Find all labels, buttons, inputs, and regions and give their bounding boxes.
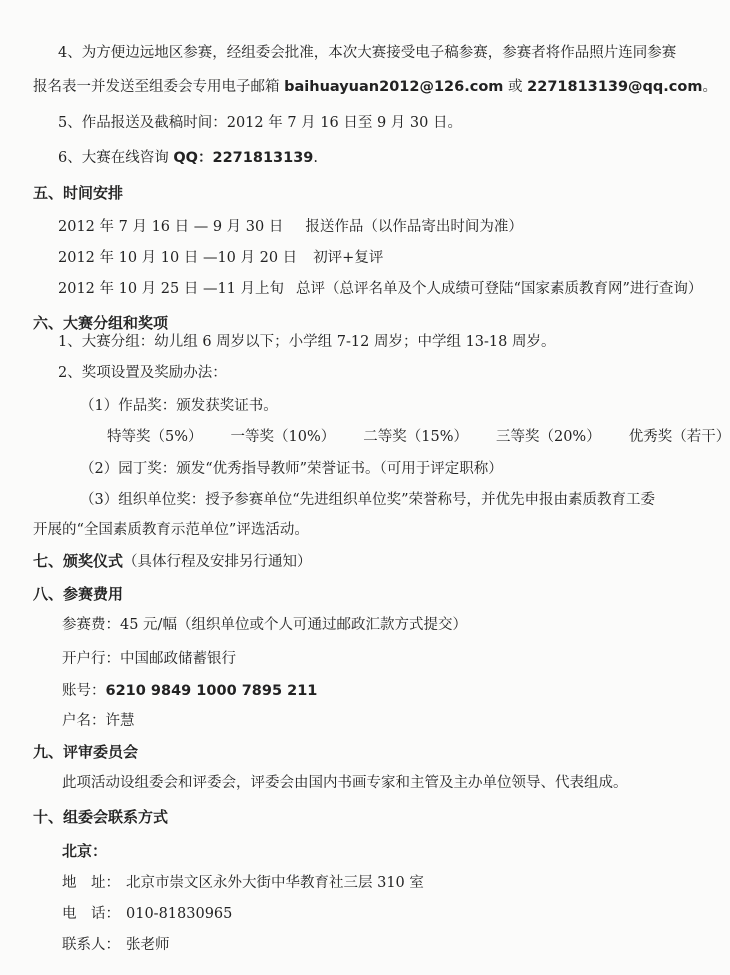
awards-setup: 2、奖项设置及奖励办法：	[58, 365, 227, 381]
schedule-row-2	[58, 249, 383, 267]
address-label: 地 址：	[62, 875, 120, 891]
item5-deadline: 5、作品报送及截稿时间：2012 年 7 月 16 日至 9 月 30 日。	[58, 115, 462, 131]
jury-text: 此项活动设组委会和评委会，评委会由国内书画专家和主管及主办单位领导、代表组成。	[62, 775, 628, 791]
award-level: 特等奖（5%）	[107, 429, 203, 445]
email-126: baihuayuan2012@126.com	[284, 79, 504, 95]
award-level: 三等奖（20%）	[495, 429, 601, 445]
contact-phone-row	[62, 905, 232, 923]
section-ceremony	[33, 552, 312, 571]
award-level: 一等奖（10%）	[230, 429, 336, 445]
awards-gardener: （2）园丁奖：颁发“优秀指导教师”荣誉证书。（可用于评定职称）	[80, 461, 503, 477]
fees-amount: 参赛费：45 元/幅（组织单位或个人可通过邮政汇款方式提交）	[62, 617, 467, 633]
schedule-row-1	[58, 218, 523, 236]
contact-person-row	[62, 936, 170, 954]
awards-org-line1: （3）组织单位奖：授予参赛单位“先进组织单位奖”荣誉称号，并优先申报由素质教育工委	[80, 492, 656, 508]
item4-line2	[33, 78, 717, 96]
schedule-date: 2012 年 10 月 25 日 —11 月上旬	[58, 281, 285, 297]
awards-groups: 1、大赛分组：幼儿组 6 周岁以下；小学组 7-12 周岁；中学组 13-18 周岁。	[58, 334, 556, 350]
award-level: 优秀奖（若干）	[628, 429, 730, 445]
phone-value: 010-81830965	[126, 906, 233, 922]
person-value: 张老师	[126, 937, 170, 953]
item6-end: .	[313, 150, 318, 166]
schedule-desc: 总评（总评名单及个人成绩可登陆“国家素质教育网”进行查询）	[296, 281, 703, 297]
schedule-desc: 初评+复评	[313, 250, 384, 266]
fees-bank: 开户行：中国邮政储蓄银行	[62, 651, 236, 667]
item6-qq: QQ：2271813139	[173, 150, 314, 166]
section-contact-heading: 十、组委会联系方式	[33, 808, 169, 826]
item6-line	[58, 149, 318, 167]
section-ceremony-heading: 七、颁奖仪式	[33, 552, 124, 570]
person-label: 联系人：	[62, 937, 120, 953]
or-text: 或	[508, 79, 523, 95]
item4-prefix: 报名表一并发送至组委会专用电子邮箱	[33, 79, 280, 95]
schedule-row-3	[58, 280, 702, 298]
section-jury-heading: 九、评审委员会	[33, 743, 139, 761]
schedule-date: 2012 年 7 月 16 日 — 9 月 30 日	[58, 219, 284, 235]
account-number: 6210 9849 1000 7895 211	[105, 683, 318, 699]
awards-works: （1）作品奖：颁发获奖证书。	[80, 398, 278, 414]
fees-holder: 户名：许慧	[62, 713, 135, 729]
item6-prefix: 6、大赛在线咨询	[58, 150, 169, 166]
schedule-desc: 报送作品（以作品寄出时间为准）	[305, 219, 523, 235]
section-schedule-heading: 五、时间安排	[33, 184, 124, 202]
item4-line1: 4、为方便边远地区参赛，经组委会批准，本次大赛接受电子稿参赛，参赛者将作品照片连同参赛	[58, 45, 677, 61]
ceremony-note: （具体行程及安排另行通知）	[123, 554, 312, 570]
fees-account-row	[62, 682, 317, 700]
email-qq: 2271813139@qq.com	[527, 79, 703, 95]
item4-period: 。	[702, 79, 717, 95]
section-awards-heading: 六、大赛分组和奖项	[33, 314, 169, 332]
contact-city: 北京：	[62, 842, 108, 860]
section-fees-heading: 八、参赛费用	[33, 585, 124, 603]
awards-org-line2: 开展的“全国素质教育示范单位”评选活动。	[33, 522, 309, 538]
account-label: 账号：	[62, 683, 106, 699]
phone-label: 电 话：	[62, 906, 120, 922]
award-level: 二等奖（15%）	[363, 429, 468, 445]
contact-address-row	[62, 874, 424, 892]
schedule-date: 2012 年 10 月 10 日 —10 月 20 日	[58, 250, 298, 266]
address-value: 北京市崇文区永外大街中华教育社三层 310 室	[126, 875, 424, 891]
award-levels-row	[107, 428, 730, 446]
